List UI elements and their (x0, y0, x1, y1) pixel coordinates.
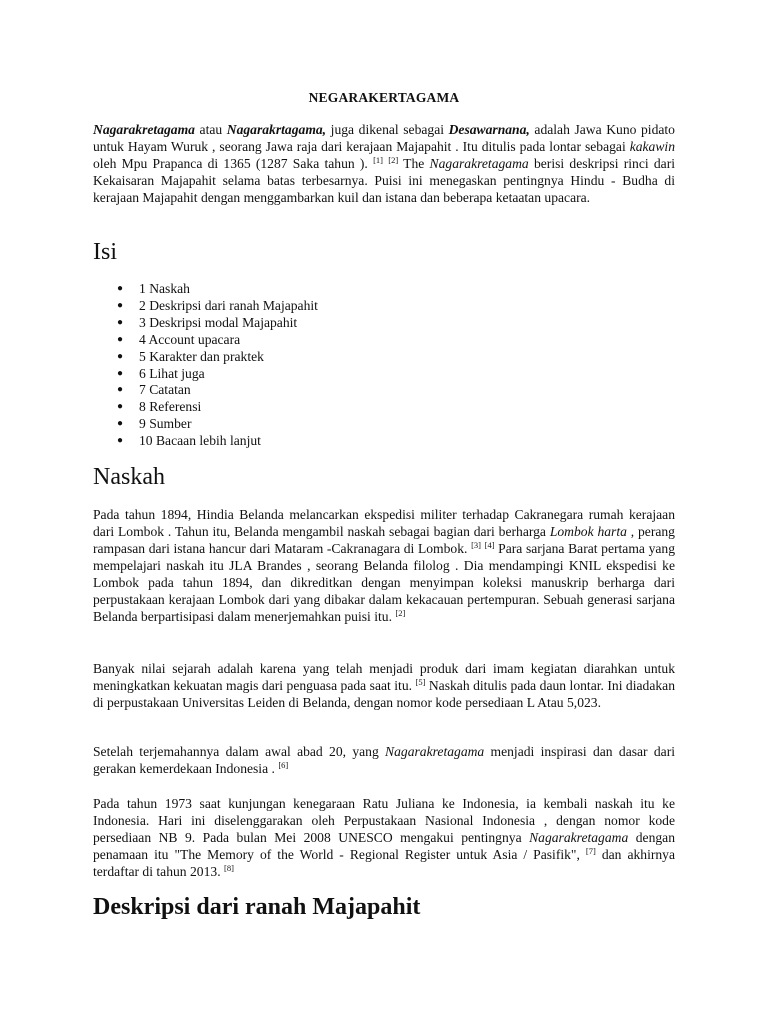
paragraph-text: menjadi inspirasi dan dasar dari gerakan kemerdekaan Indonesia . (93, 744, 676, 776)
paragraph-term: Lombok harta (549, 524, 627, 539)
toc-item-label: 10 Bacaan lebih lanjut (139, 433, 261, 449)
toc-item-label: 4 Account upacara (139, 331, 241, 347)
citation-1[interactable]: [1] (373, 155, 383, 165)
document-title: NEGARAKERTAGAMA (308, 90, 460, 105)
toc-item-label: 5 Karakter dan praktek (139, 348, 264, 364)
intro-term: Nagarakrtagama, (226, 122, 327, 137)
intro-paragraph (93, 121, 675, 206)
naskah-paragraph-2 (93, 660, 675, 711)
intro-text: The (398, 156, 430, 171)
naskah-heading: Naskah (93, 464, 165, 490)
paragraph-term: Nagarakretagama (529, 830, 629, 845)
toc-item-label: 3 Deskripsi modal Majapahit (139, 314, 298, 330)
intro-text: oleh Mpu Prapanca di 1365 (1287 Saka tahun ). (93, 156, 374, 171)
bullet-icon: ● (117, 384, 124, 396)
paragraph-text: Naskah ditulis pada daun lontar. Ini diadakan di perpustakaan Universitas Leiden di Belanda, dengan nomor kode persediaan L Atau 5,023. (93, 678, 675, 710)
toc-item[interactable] (117, 281, 318, 298)
bullet-icon: ● (117, 333, 124, 345)
bullet-icon: ● (117, 283, 124, 294)
paragraph-text: Banyak nilai sejarah adalah karena yang telah menjadi produk dari imam kegiatan diarahkan untuk meningkatkan kekuatan magis dari penguasa pada saat itu. (93, 661, 675, 693)
citation-4[interactable]: [4] (484, 540, 495, 550)
naskah-paragraph-1 (93, 506, 675, 625)
citation-2[interactable]: [2] (388, 155, 399, 165)
citation-7[interactable]: [7] (585, 846, 596, 856)
intro-term: Nagarakretagama (93, 122, 195, 137)
intro-text: adalah Jawa Kuno pidato untuk Hayam Wuruk , seorang Jawa raja dari kerajaan Majapahit . Itu ditulis pada lontar sebagai (93, 122, 675, 154)
citation-6[interactable]: [6] (278, 760, 289, 770)
toc-item-label: 1 Naskah (139, 281, 190, 296)
paragraph-text: , perang rampasan dari istana hancur dari Mataram -Cakranagara di Lombok. (93, 524, 675, 556)
paragraph-text: dengan penamaan itu "The Memory of the World - Regional Register untuk Asia / Pasifik", (93, 830, 675, 862)
toc-item[interactable] (117, 349, 318, 366)
bullet-icon: ● (117, 350, 124, 362)
toc-item-label: 8 Referensi (139, 399, 202, 415)
naskah-paragraph-4 (93, 795, 675, 880)
bullet-icon: ● (117, 299, 124, 311)
citation-8[interactable]: [8] (224, 863, 234, 873)
toc-item[interactable] (117, 298, 318, 315)
table-of-contents (117, 281, 318, 450)
deskripsi-heading: Deskripsi dari ranah Majapahit (93, 894, 421, 920)
citation-3[interactable]: [3] (471, 540, 481, 550)
bullet-icon: ● (117, 367, 124, 379)
toc-item[interactable] (117, 433, 318, 450)
naskah-paragraph-3 (93, 743, 675, 777)
bullet-icon: ● (117, 316, 124, 328)
bullet-icon: ● (117, 418, 124, 430)
intro-term: Nagarakretagama (429, 156, 529, 171)
toc-item-label: 7 Catatan (139, 382, 191, 398)
paragraph-text: dan akhirnya terdaftar di tahun 2013. (93, 847, 676, 879)
bullet-icon: ● (117, 401, 124, 413)
paragraph-text: Setelah terjemahannya dalam awal abad 20, yang (93, 744, 386, 759)
citation-5[interactable]: [5] (415, 677, 426, 687)
toc-item[interactable] (117, 366, 318, 383)
toc-item[interactable] (117, 315, 318, 332)
intro-term: Desawarnana, (448, 122, 530, 137)
toc-item-label: 6 Lihat juga (139, 365, 205, 381)
contents-heading: Isi (93, 239, 117, 265)
toc-item-label: 9 Sumber (139, 416, 192, 432)
toc-item-label: 2 Deskripsi dari ranah Majapahit (139, 297, 318, 313)
intro-text: atau (194, 122, 227, 137)
intro-text: berisi deskripsi rinci dari Kekaisaran Majapahit selama batas terbesarnya. Puisi ini menegaskan pentingnya Hindu - Budha di kerajaan Majapahit dengan menggambarkan kuil dan istana dan beberapa ketaatan upacara. (93, 156, 675, 205)
bullet-icon: ● (117, 435, 124, 447)
paragraph-text: Pada tahun 1894, Hindia Belanda melancarkan ekspedisi militer terhadap Cakranegara rumah kerajaan dari Lombok . Tahun itu, Belanda mengambil naskah sebagai bagian dari berharga (93, 507, 675, 539)
citation-2[interactable]: [2] (395, 608, 406, 618)
paragraph-term: Nagarakretagama (385, 744, 485, 759)
toc-item[interactable] (117, 382, 318, 399)
paragraph-text: Pada tahun 1973 saat kunjungan kenegaraan Ratu Juliana ke Indonesia, ia kembali naskah itu ke Indonesia. Hari ini diselenggarakan oleh Perpustakaan Nasional Indonesia , dengan nomor kode persediaan NB 9. Pada bulan Mei 2008 UNESCO mengakui pentingnya (93, 796, 675, 845)
toc-item[interactable] (117, 332, 318, 349)
toc-item[interactable] (117, 416, 318, 433)
paragraph-text: Para sarjana Barat pertama yang mempelajari naskah itu JLA Brandes , seorang Belanda filolog . Dia mendampingi KNIL ekspedisi ke Lombok pada tahun 1894, dan dikreditkan dengan menyimpan koleksi manuskrip berharga dari perpustakaan kerajaan Lombok dari yang dibakar dalam kekacauan pertempuran. Sebuah generasi sarjana Belanda berpartisipasi dalam menerjemahkan puisi itu. (93, 541, 675, 624)
intro-text: juga dikenal sebagai (326, 122, 449, 137)
toc-item[interactable] (117, 399, 318, 416)
intro-term: kakawin (629, 139, 675, 154)
